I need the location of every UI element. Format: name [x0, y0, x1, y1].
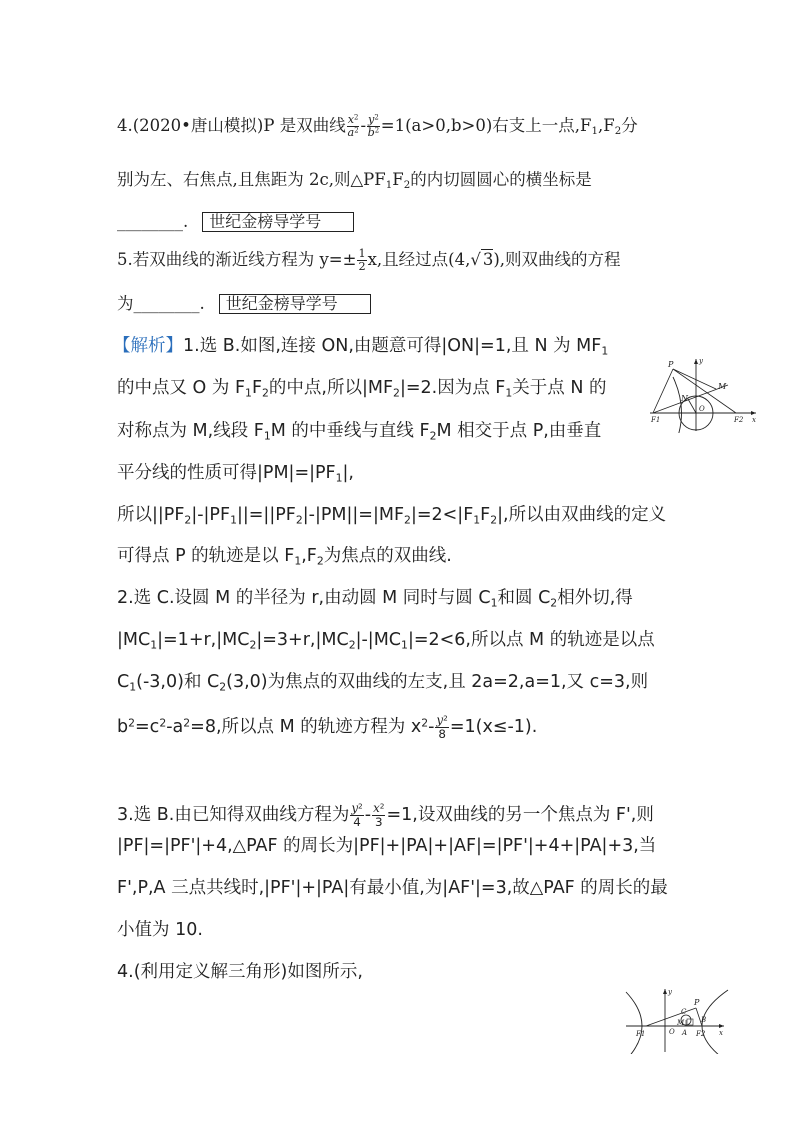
fraction-y2-4: $\frac{y^2}{4}$ — [351, 801, 363, 829]
q5-line-1: 5.若双曲线的渐近线方程为 y=± $\frac{1}{2}$ x,且经过点(4,√ 3),则双曲线的方程 — [117, 247, 621, 273]
label-P: P — [694, 998, 700, 1007]
q4-tag-box: 世纪金榜导学号 — [202, 212, 354, 232]
q4-line-1: 4.(2020•唐山模拟)P 是双曲线 $\frac{x^2}{a^2}$ - $\frac{y^2}{b^2}$ =1(a>0,b>0)右支上一点$,F_1,F_2$分 — [117, 113, 638, 139]
solution-bracket-label: 【解析】 — [113, 336, 183, 356]
q5-tag-box: 世纪金榜导学号 — [219, 294, 371, 314]
label-M: M — [718, 382, 727, 391]
sol3-line-4: 小值为 10. — [117, 920, 203, 940]
sol1-line-1: 【解析】1.选 B.如图,连接 ON,由题意可得|ON|=1,且 N 为 $MF_1$ — [113, 336, 609, 358]
label-F2: F2 — [734, 416, 744, 424]
label-A: A — [682, 1029, 688, 1037]
q4-line-2: 别为左、右焦点,且焦距为 2c,则$\triangle PF_1F_2$的内切圆圆心的横坐标是 — [117, 170, 592, 192]
sol1-line-4: 平分线的性质可得$|PM|=|PF_1|$, — [117, 463, 354, 485]
label-O: O — [669, 1028, 675, 1036]
fraction-x2-3: $\frac{x^2}{3}$ — [373, 801, 385, 829]
sol3-line-3: F',P,A 三点共线时,|PF'|+|PA|有最小值,为|AF'|=3,故△PAF 的周长的最 — [117, 878, 668, 898]
sol1-line-5: 所以$||PF_2|-|PF_1||=||PF_2|-|PM||=|MF_2|=2<|F_1F_2|$,所以由双曲线的定义 — [117, 505, 667, 527]
fraction-y2-b2: $\frac{y^2}{b^2}$ — [367, 113, 380, 139]
label-y: y — [699, 357, 703, 365]
sol2-line-1: 2.选 C.设圆 M 的半径为 r,由动圆 M 同时与圆 $C_1$和圆 $C_2$相外切,得 — [117, 588, 633, 610]
label-P: P — [668, 360, 674, 369]
label-x: x — [752, 416, 756, 424]
fraction-y2-8: $\frac{y^2}{8}$ — [436, 713, 448, 741]
fraction-x2-a2: $\frac{x^2}{a^2}$ — [347, 113, 359, 139]
label-M: M — [677, 1019, 685, 1027]
sol2-line-3: $C_1(-3,0)$和 $C_2(3,0)$为焦点的双曲线的左支,且 2a=2,a=1,又 c=3,则 — [117, 672, 649, 694]
sol3-line-1: 3.选 B.由已知得双曲线方程为 $\frac{y^2}{4}$ - $\frac{x^2}{3}$ =1,设双曲线的另一个焦点为 F',则 — [117, 801, 654, 829]
fraction-one-half: $\frac{1}{2}$ — [358, 247, 366, 273]
sol1-line-6: 可得点 P 的轨迹是以 $F_1,F_2$为焦点的双曲线. — [117, 546, 452, 568]
sol2-line-4: $b^2=c^2-a^2=8$,所以点 M 的轨迹方程为 $x^2-$ $\frac{y^2}{8}$ =1(x≤-1). — [117, 713, 538, 741]
label-B: B — [701, 1016, 707, 1024]
label-N: N — [681, 394, 688, 403]
label-F2: F2 — [696, 1030, 706, 1038]
label-O: O — [699, 405, 705, 413]
figure-hyperbola-circle — [648, 355, 760, 433]
answer-blank: ________. — [117, 212, 189, 231]
sol1-line-2: 的中点又 O 为 $F_1F_2$的中点,所以$|MF_2|=2$.因为点 $F_1$关于点 N 的 — [117, 378, 607, 400]
sol3-line-2: |PF|=|PF'|+4,△PAF 的周长为|PF|+|PA|+|AF|=|PF'|+4+|PA|+3,当 — [117, 836, 657, 856]
left-branch — [626, 992, 642, 1054]
sol2-line-2: $|MC_1|=1+r,|MC_2|=3+r,|MC_2|-|MC_1|=2<6$,所以点 M 的轨迹是以点 — [117, 630, 655, 652]
label-F1: F1 — [651, 416, 661, 424]
sqrt-symbol: √ — [470, 249, 481, 269]
sol4-line-1: 4.(利用定义解三角形)如图所示, — [117, 962, 363, 982]
q4-line-3 — [117, 212, 354, 232]
q5-line-2: 为________. 世纪金榜导学号 — [117, 294, 371, 314]
label-C: C — [681, 1008, 687, 1016]
label-x: x — [719, 1029, 723, 1037]
label-F1: F1 — [636, 1030, 646, 1038]
sol1-line-3: 对称点为 M,线段 $F_1M$ 的中垂线与直线 $F_2M$ 相交于点 P,由垂直 — [117, 421, 602, 443]
figure-hyperbola-triangle — [624, 986, 738, 1054]
label-y: y — [668, 988, 672, 996]
